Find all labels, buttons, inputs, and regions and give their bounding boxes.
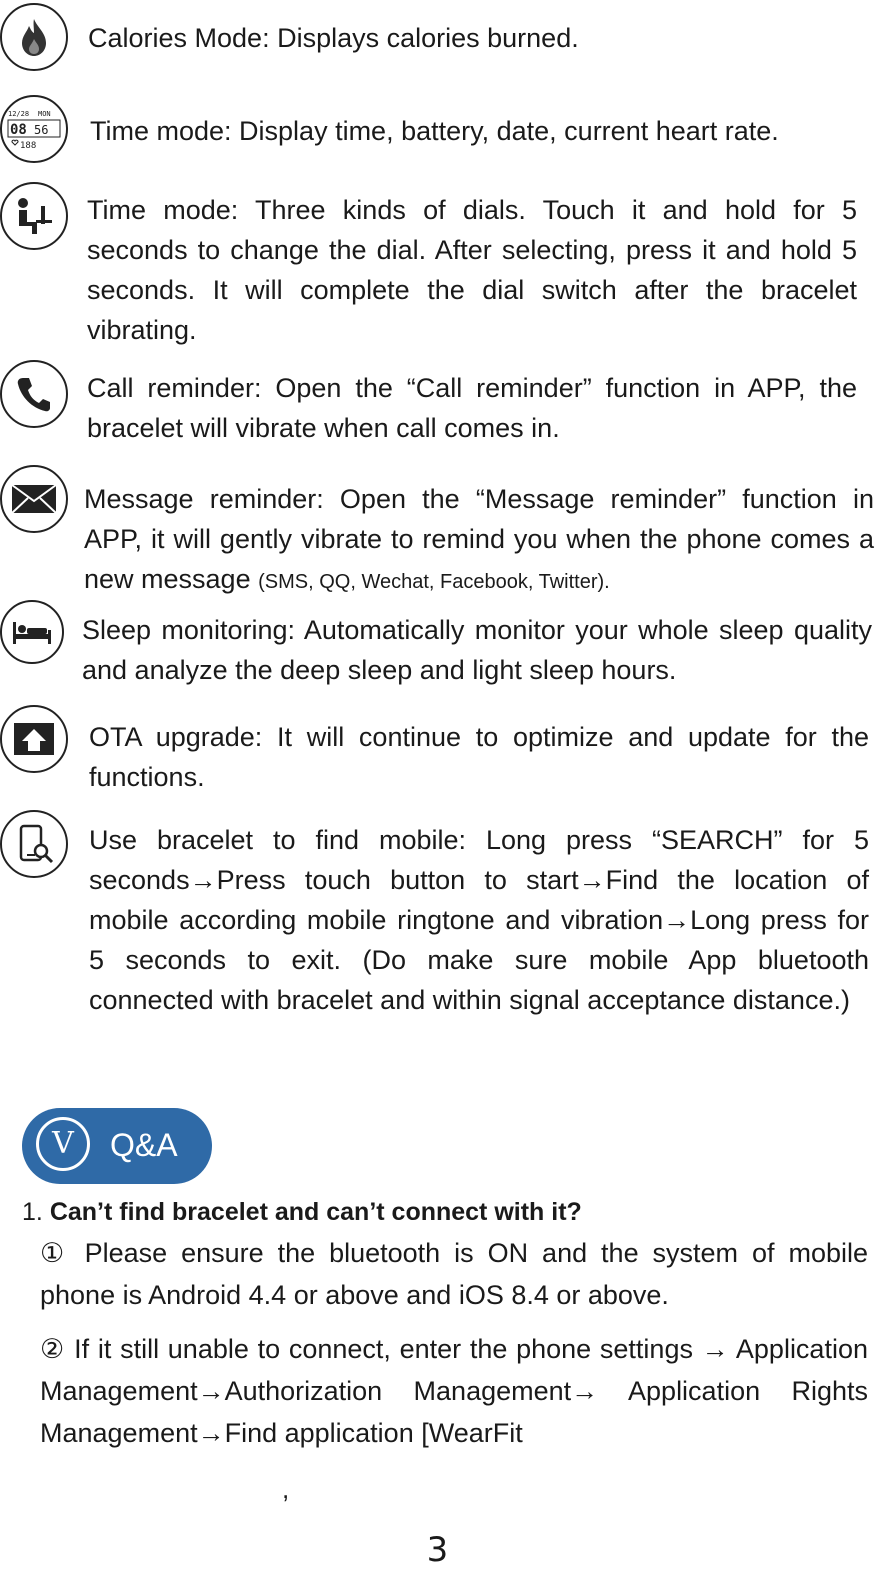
watch-date: 12/28: [8, 110, 30, 118]
find-mobile-text: Use bracelet to find mobile: Long press “SEARCH” for 5 seconds→Press touch button to start→Find the location of mobile according mobile ringtone and vibration→Long press for 5 seconds to exit. (Do make sure mobile App bluetooth connected with bracelet and within signal acceptance distance.): [89, 825, 869, 1015]
message-body: Message reminder: Open the “Message reminder” function in APP, it will gently vibrate to remind you when the phone comes a new message: [84, 484, 874, 594]
time-info-text: Time mode: Display time, battery, date, current heart rate.: [90, 116, 779, 146]
question-text: Can’t find bracelet and can’t connect with it?: [49, 1198, 582, 1226]
upgrade-arrow-icon: [0, 705, 68, 773]
watch-minute: 56: [34, 123, 49, 137]
question-1: [22, 1193, 852, 1231]
answer-2: ② If it still unable to connect, enter the phone settings → Application Management→Authorization Management→ Application Rights Management→Find application [WearFit: [40, 1334, 868, 1448]
ota-text: OTA upgrade: It will continue to optimize and update for the functions.: [89, 722, 869, 792]
qa-badge-letter: V: [36, 1117, 90, 1171]
flame-icon: [0, 3, 68, 71]
envelope-icon: [0, 465, 68, 533]
qa-section-badge: [22, 1108, 212, 1184]
watch-screen-icon: [0, 95, 68, 163]
time-dials-text: Time mode: Three kinds of dials. Touch it and hold for 5 seconds to change the dial. After selecting, press it and hold 5 seconds. It will complete the dial switch after the bracelet vibrating.: [87, 195, 857, 345]
qa-badge-label: Q&A: [110, 1127, 178, 1163]
seated-person-icon: [0, 182, 68, 250]
message-apps: (SMS, QQ, Wechat, Facebook, Twitter).: [258, 571, 610, 593]
find-phone-icon: [0, 810, 68, 878]
call-text: Call reminder: Open the “Call reminder” function in APP, the bracelet will vibrate when call comes in.: [87, 373, 857, 443]
bed-icon: [0, 600, 64, 664]
answer-1: ① Please ensure the bluetooth is ON and the system of mobile phone is Android 4.4 or above and iOS 8.4 or above.: [40, 1238, 868, 1310]
watch-day: MON: [38, 110, 51, 118]
question-number: 1.: [22, 1198, 43, 1226]
calories-text: Calories Mode: Displays calories burned.: [88, 23, 579, 53]
sleep-text: Sleep monitoring: Automatically monitor your whole sleep quality and analyze the deep sleep and light sleep hours.: [82, 615, 872, 685]
watch-hour: 08: [10, 122, 27, 138]
message-text: [84, 479, 874, 602]
stray-comma: ,: [282, 1474, 290, 1504]
page-number: 3: [426, 1530, 449, 1570]
watch-heart-value: 188: [20, 141, 37, 151]
phone-icon: [0, 360, 68, 428]
